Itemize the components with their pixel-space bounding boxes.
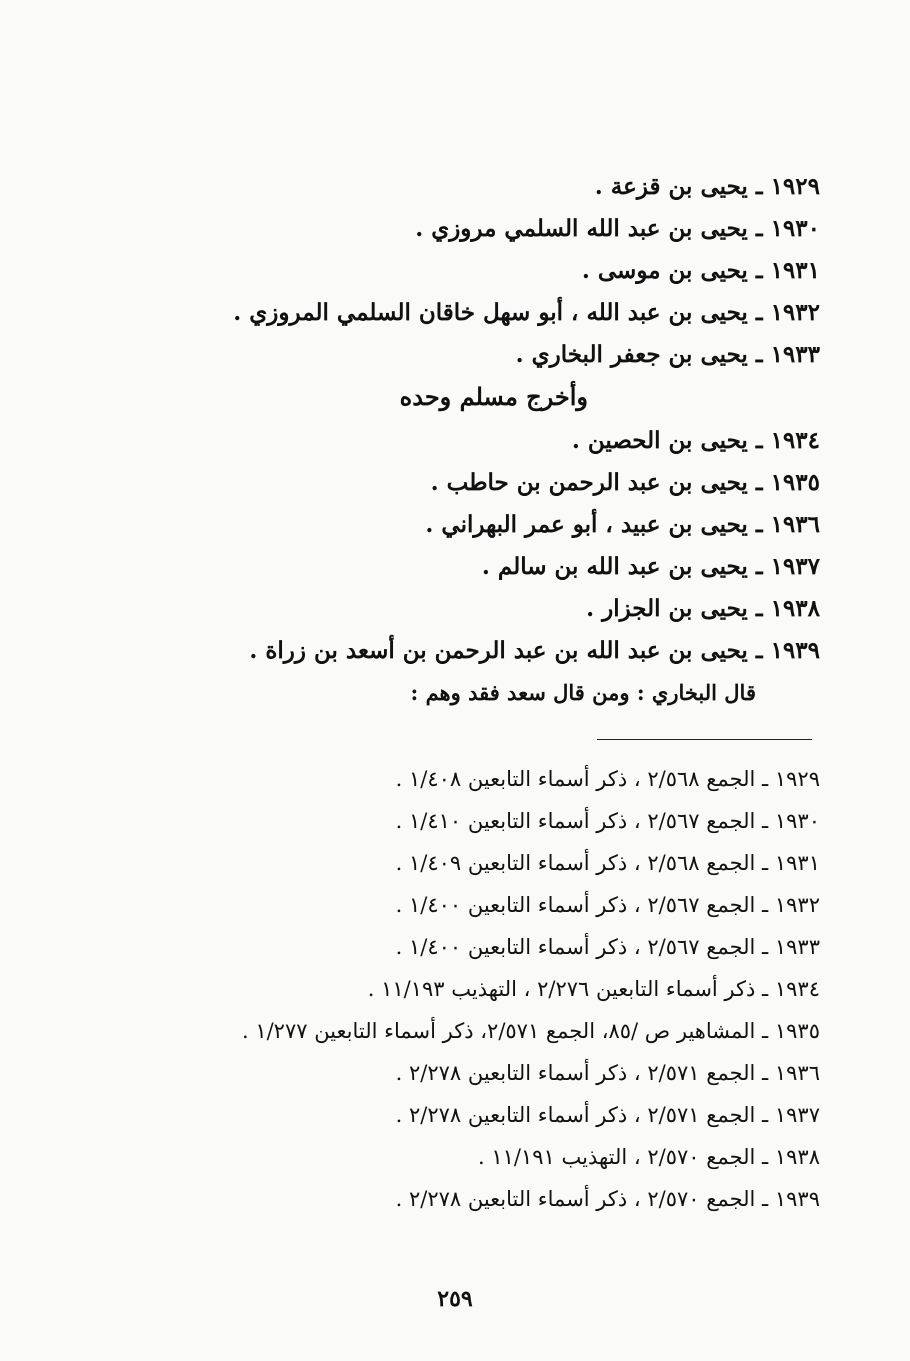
entry-1936: ١٩٣٦ ـ يحيى بن عبيد ، أبو عمر البهراني .: [425, 511, 820, 538]
footnote-1930: ١٩٣٠ ـ الجمع ٢/٥٦٧ ، ذكر أسماء التابعين ١/٤١٠ .: [395, 809, 820, 833]
bukhari-note: قال البخاري : ومن قال سعد فقد وهم :: [410, 680, 756, 705]
footnote-separator: [597, 739, 812, 740]
entry-1935: ١٩٣٥ ـ يحيى بن عبد الرحمن بن حاطب .: [430, 469, 820, 496]
footnote-1937: ١٩٣٧ ـ الجمع ٢/٥٧١ ، ذكر أسماء التابعين ٢/٢٧٨ .: [395, 1103, 820, 1127]
footnote-1932: ١٩٣٢ ـ الجمع ٢/٥٦٧ ، ذكر أسماء التابعين ١/٤٠٠ .: [395, 893, 820, 917]
footnote-1936: ١٩٣٦ ـ الجمع ٢/٥٧١ ، ذكر أسماء التابعين ٢/٢٧٨ .: [395, 1061, 820, 1085]
footnote-1939: ١٩٣٩ ـ الجمع ٢/٥٧٠ ، ذكر أسماء التابعين ٢/٢٧٨ .: [395, 1187, 820, 1211]
entry-1939: ١٩٣٩ ـ يحيى بن عبد الله بن عبد الرحمن بن أسعد بن زراة .: [249, 637, 820, 664]
footnote-1934: ١٩٣٤ ـ ذكر أسماء التابعين ٢/٢٧٦ ، التهذيب ١١/١٩٣ .: [367, 977, 820, 1001]
page-number: ٢٥٩: [437, 1286, 473, 1312]
entry-1934: ١٩٣٤ ـ يحيى بن الحصين .: [571, 427, 820, 454]
entry-1933: ١٩٣٣ ـ يحيى بن جعفر البخاري .: [515, 341, 820, 368]
entry-1929: ١٩٢٩ ـ يحيى بن قزعة .: [594, 173, 820, 200]
footnote-1933: ١٩٣٣ ـ الجمع ٢/٥٦٧ ، ذكر أسماء التابعين ١/٤٠٠ .: [395, 935, 820, 959]
entry-1932: ١٩٣٢ ـ يحيى بن عبد الله ، أبو سهل خاقان السلمي المروزي .: [233, 299, 820, 326]
entry-1937: ١٩٣٧ ـ يحيى بن عبد الله بن سالم .: [481, 553, 820, 580]
footnote-1929: ١٩٢٩ ـ الجمع ٢/٥٦٨ ، ذكر أسماء التابعين ١/٤٠٨ .: [395, 767, 820, 791]
entry-1931: ١٩٣١ ـ يحيى بن موسى .: [581, 257, 820, 284]
footnote-1931: ١٩٣١ ـ الجمع ٢/٥٦٨ ، ذكر أسماء التابعين ١/٤٠٩ .: [395, 851, 820, 875]
footnote-1938: ١٩٣٨ ـ الجمع ٢/٥٧٠ ، التهذيب ١١/١٩١ .: [477, 1145, 820, 1169]
entry-1938: ١٩٣٨ ـ يحيى بن الجزار .: [586, 595, 820, 622]
entry-1930: ١٩٣٠ ـ يحيى بن عبد الله السلمي مروزي .: [415, 215, 820, 242]
footnote-1935: ١٩٣٥ ـ المشاهير ص /٨٥، الجمع ٢/٥٧١، ذكر أسماء التابعين ١/٢٧٧ .: [241, 1019, 820, 1043]
section-heading: وأخرج مسلم وحده: [399, 382, 588, 411]
